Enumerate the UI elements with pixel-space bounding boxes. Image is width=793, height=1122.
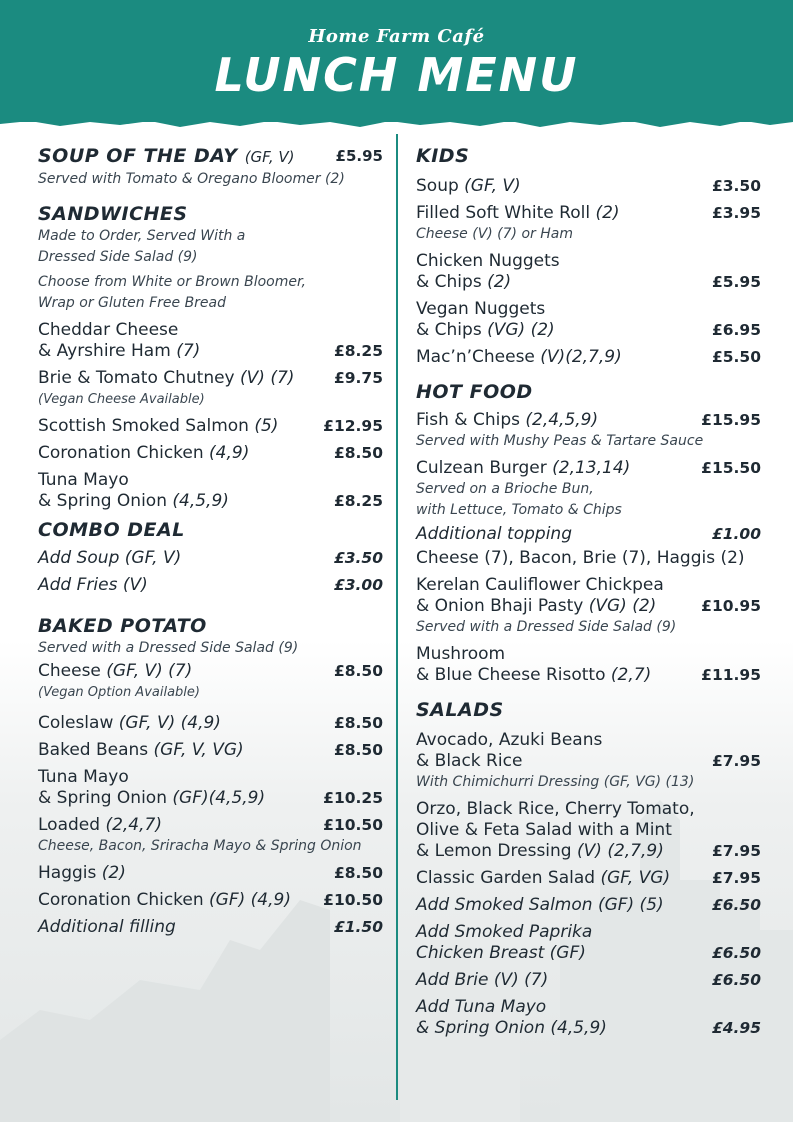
menu-item (416, 575, 761, 638)
price: £6.95 (711, 321, 761, 339)
price: £8.50 (333, 864, 383, 882)
potato-note: Served with a Dressed Side Salad (9) (38, 640, 299, 656)
item-name: Tuna Mayo (38, 767, 129, 787)
price: £3.95 (711, 204, 761, 222)
price: £8.25 (333, 342, 383, 360)
dietary-tags: (V)(2,7,9) (540, 347, 622, 367)
section-title: SOUP OF THE DAY (38, 145, 238, 167)
item-name: Brie & Tomato Chutney (38, 368, 241, 388)
menu-item (416, 347, 761, 368)
dietary-tags: (GF, V) (7) (106, 661, 193, 681)
dietary-tags: (4,5,9) (172, 491, 229, 511)
dietary-tags: (GF) (5) (597, 895, 664, 915)
item-name: Mac’n’Cheese (416, 347, 541, 367)
item-name: Avocado, Azuki Beans (416, 730, 603, 750)
price: £5.95 (711, 273, 761, 291)
dietary-tags: (4,5,9) (550, 1018, 607, 1038)
dietary-tags: (GF, V) (464, 176, 521, 196)
item-name: Coronation Chicken (38, 443, 210, 463)
item-name: & Spring Onion (416, 1018, 551, 1038)
item-name: Additional topping (416, 524, 572, 544)
price: £7.95 (711, 752, 761, 770)
menu-item (38, 713, 383, 734)
item-name: Soup (416, 176, 465, 196)
item-note: (Vegan Option Available) (38, 685, 200, 700)
menu-item (38, 815, 383, 857)
price: £11.95 (701, 666, 761, 684)
dietary-tags: (V) (7) (493, 970, 549, 990)
menu-title: LUNCH MENU (214, 48, 579, 102)
dietary-tags: (GF, V, VG) (153, 740, 244, 760)
item-note: Served on a Brioche Bun, (416, 481, 594, 497)
price: £7.95 (711, 842, 761, 860)
kids-heading: KIDS (416, 145, 470, 167)
menu-item (38, 740, 383, 761)
menu-item (38, 443, 383, 464)
menu-item (38, 470, 383, 512)
dietary-tags: (VG) (2) (487, 320, 555, 340)
dietary-tags: (GF) (4,9) (209, 890, 291, 910)
dietary-tags: (7) (176, 341, 201, 361)
torn-edge (0, 116, 793, 130)
item-name: & Spring Onion (38, 491, 173, 511)
item-name: Scottish Smoked Salmon (38, 416, 255, 436)
menu-item (38, 320, 383, 362)
price: £15.50 (701, 459, 761, 477)
price: £4.95 (711, 1019, 761, 1037)
cafe-name: Home Farm Café (308, 26, 485, 47)
toppings-list (416, 548, 761, 569)
menu-item (38, 863, 383, 884)
menu-item (416, 203, 761, 245)
menu-header (0, 0, 793, 122)
dietary-tags: (2,4,5,9) (525, 410, 599, 430)
menu-item (38, 368, 383, 410)
item-name: & Onion Bhaji Pasty (416, 596, 589, 616)
item-name: Culzean Burger (416, 458, 553, 478)
item-name: Additional filling (38, 917, 176, 937)
menu-item (416, 868, 761, 889)
price: £8.50 (333, 662, 383, 680)
dietary-tags: (2) (101, 863, 126, 883)
potato-heading: BAKED POTATO (38, 615, 207, 637)
item-name: Haggis (38, 863, 102, 883)
item-note: Served with Mushy Peas & Tartare Sauce (416, 433, 704, 449)
item-note: Cheese, Bacon, Sriracha Mayo & Spring Onion (38, 838, 362, 854)
menu-item (416, 410, 761, 452)
sandwiches-note: Dressed Side Salad (9) (38, 249, 198, 265)
dietary-tags: (V) (7) (240, 368, 295, 388)
dietary-tags: (2) (487, 272, 512, 292)
price: £6.50 (711, 896, 761, 914)
price: £8.50 (333, 444, 383, 462)
dietary-tags: (GF) (549, 943, 586, 963)
price: £1.50 (333, 918, 383, 936)
menu-item (416, 970, 761, 991)
soup-heading (38, 144, 383, 169)
item-note: with Lettuce, Tomato & Chips (416, 502, 622, 518)
item-name: Add Soup (38, 548, 125, 568)
item-note: (Vegan Cheese Available) (38, 392, 205, 407)
price: £8.50 (333, 714, 383, 732)
item-name: Chicken Nuggets (416, 251, 560, 271)
item-name: Kerelan Cauliflower Chickpea (416, 575, 664, 595)
menu-item (416, 730, 761, 793)
price: £3.00 (333, 576, 383, 594)
menu-item (416, 458, 761, 521)
item-name: Add Brie (416, 970, 494, 990)
menu-item (416, 644, 761, 686)
item-name: Cheddar Cheese (38, 320, 179, 340)
price: £5.50 (711, 348, 761, 366)
price: £12.95 (323, 417, 383, 435)
price: £3.50 (333, 549, 383, 567)
item-name: & Black Rice (416, 751, 523, 771)
menu-item (416, 176, 761, 197)
item-name: Chicken Breast (416, 943, 550, 963)
left-column (38, 144, 383, 938)
price: £1.00 (711, 525, 761, 543)
price: £6.50 (711, 944, 761, 962)
bread-note: Wrap or Gluten Free Bread (38, 295, 227, 311)
item-name: Add Fries (38, 575, 123, 595)
dietary-tags: (5) (254, 416, 279, 436)
dietary-tags: (V) (2,7,9) (577, 841, 664, 861)
item-name: Coronation Chicken (38, 890, 210, 910)
dietary-tags: (2) (595, 203, 620, 223)
menu-item (38, 890, 383, 911)
price: £3.50 (711, 177, 761, 195)
dietary-tags: (GF, VG) (600, 868, 671, 888)
item-note: Served with a Dressed Side Salad (9) (416, 619, 677, 635)
price: £15.95 (701, 411, 761, 429)
column-divider (396, 134, 398, 1100)
item-name: Add Smoked Paprika (416, 922, 593, 942)
salads-heading: SALADS (416, 699, 504, 721)
item-name: Mushroom (416, 644, 506, 664)
menu-item (38, 548, 383, 569)
item-name: & Chips (416, 272, 488, 292)
item-name: Classic Garden Salad (416, 868, 601, 888)
item-name: Add Smoked Salmon (416, 895, 598, 915)
dietary-tags: (GF, V) (244, 148, 295, 166)
item-name: Vegan Nuggets (416, 299, 546, 319)
item-name: Tuna Mayo (38, 470, 129, 490)
menu-item (38, 917, 383, 938)
menu-item (38, 767, 383, 809)
menu-item (416, 251, 761, 293)
dietary-tags: (GF, V) (4,9) (118, 713, 221, 733)
item-name: Baked Beans (38, 740, 154, 760)
menu-item (416, 922, 761, 964)
item-name: & Spring Onion (38, 788, 173, 808)
item-name: & Ayrshire Ham (38, 341, 177, 361)
item-name: Coleslaw (38, 713, 119, 733)
item-note: With Chimichurri Dressing (GF, VG) (13) (416, 774, 695, 790)
item-name: & Lemon Dressing (416, 841, 578, 861)
menu-item (416, 524, 761, 545)
item-name: Olive & Feta Salad with a Mint (416, 820, 672, 840)
price: £6.50 (711, 971, 761, 989)
item-name: Filled Soft White Roll (416, 203, 596, 223)
dietary-tags: (VG) (2) (588, 596, 657, 616)
price: £10.50 (323, 891, 383, 909)
item-name: Loaded (38, 815, 106, 835)
item-name: Fish & Chips (416, 410, 526, 430)
price: £8.25 (333, 492, 383, 510)
item-name: Orzo, Black Rice, Cherry Tomato, (416, 799, 695, 819)
menu-item (416, 299, 761, 341)
item-note: Cheese (V) (7) or Ham (416, 226, 573, 242)
item-name: & Blue Cheese Risotto (416, 665, 611, 685)
item-name: Cheese (38, 661, 107, 681)
price: £5.95 (335, 147, 383, 165)
toppings-text: Cheese (7), Bacon, Brie (7), Haggis (2) (416, 548, 745, 568)
hot-food-heading: HOT FOOD (416, 381, 533, 403)
dietary-tags: (V) (122, 575, 148, 595)
menu-item (416, 799, 761, 862)
menu-item (38, 575, 383, 596)
menu-item (38, 661, 383, 703)
dietary-tags: (2,4,7) (105, 815, 162, 835)
price: £10.50 (323, 816, 383, 834)
dietary-tags: (GF)(4,5,9) (172, 788, 266, 808)
item-name: Add Tuna Mayo (416, 997, 547, 1017)
price: £10.95 (701, 597, 761, 615)
menu-item (38, 416, 383, 437)
item-name: & Chips (416, 320, 488, 340)
menu-item (416, 895, 761, 916)
combo-heading: COMBO DEAL (38, 519, 185, 541)
price: £7.95 (711, 869, 761, 887)
price: £10.25 (323, 789, 383, 807)
sandwiches-heading: SANDWICHES (38, 203, 188, 225)
price: £8.50 (333, 741, 383, 759)
dietary-tags: (2,13,14) (552, 458, 631, 478)
soup-note: Served with Tomato & Oregano Bloomer (2) (38, 171, 345, 187)
sandwiches-note: Made to Order, Served With a (38, 228, 246, 244)
bread-note: Choose from White or Brown Bloomer, (38, 274, 306, 290)
price: £9.75 (333, 369, 383, 387)
dietary-tags: (4,9) (209, 443, 250, 463)
right-column (416, 144, 761, 1039)
menu-item (416, 997, 761, 1039)
dietary-tags: (GF, V) (124, 548, 182, 568)
dietary-tags: (2,7) (610, 665, 652, 685)
